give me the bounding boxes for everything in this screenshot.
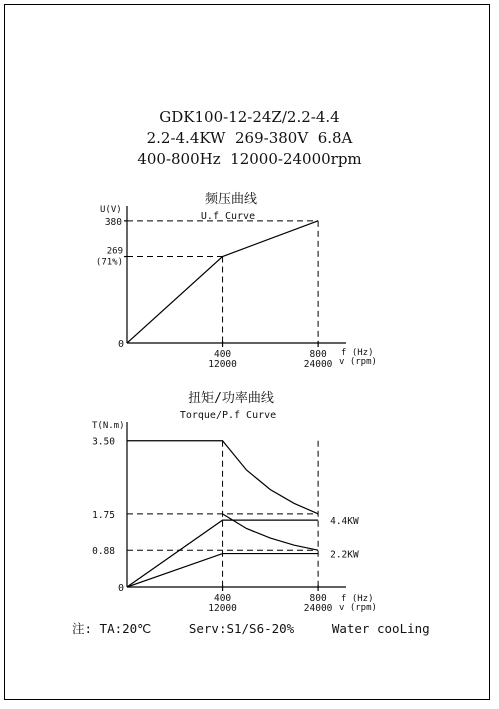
x-tick-label-rpm: 12000 <box>208 603 237 614</box>
uf-chart <box>96 191 377 370</box>
chart-title: 扭矩/功率曲线 <box>188 391 274 406</box>
torque-chart <box>92 390 377 614</box>
x-tick-label-rpm: 24000 <box>303 359 333 370</box>
x-tick-label-hz: 800 <box>309 349 327 360</box>
chart-subtitle: U.f Curve <box>200 211 256 222</box>
y-tick-label: 380 <box>104 216 122 228</box>
y-tick-label: 269 <box>106 246 123 257</box>
x-tick-label-hz: 400 <box>213 349 232 360</box>
y-axis-label: U(V) <box>100 205 122 215</box>
x-tick-label-hz: 800 <box>309 593 327 604</box>
x-tick-label-rpm: 24000 <box>303 603 333 614</box>
y-tick-label-percent: (71%) <box>95 257 123 268</box>
x-axis-label-rpm: v (rpm) <box>339 603 377 613</box>
y-tick-label: 0.88 <box>92 546 115 558</box>
x-axis-label-rpm: v (rpm) <box>339 357 377 367</box>
power-voltage-current: 2.2-4.4KW 269-380V 6.8A <box>146 129 353 147</box>
frequency-speed: 400-800Hz 12000-24000rpm <box>137 150 362 168</box>
y-tick-label: 1.75 <box>92 509 115 521</box>
x-tick-label-hz: 400 <box>213 593 232 604</box>
x-tick-label-rpm: 12000 <box>208 359 237 370</box>
chart-subtitle: Torque/P.f Curve <box>179 410 277 421</box>
x-axis-label: f (Hz) <box>341 348 374 358</box>
chart-title: 频压曲线 <box>204 192 258 207</box>
series-label: 2.2KW <box>330 549 359 561</box>
series-label: 4.4KW <box>330 516 359 528</box>
x-axis-label: f (Hz) <box>341 594 374 604</box>
origin-label: 0 <box>117 339 124 350</box>
model-title: GDK100-12-24Z/2.2-4.4 <box>159 108 340 126</box>
y-tick-label: 3.50 <box>92 436 115 448</box>
y-axis-label: T(N.m) <box>92 421 125 431</box>
torque-curve-2.2kw <box>223 514 319 550</box>
conditions-note: 注: TA:20℃ Serv:S1/S6-20% Water cooLing <box>72 621 430 636</box>
origin-label: 0 <box>117 583 124 594</box>
